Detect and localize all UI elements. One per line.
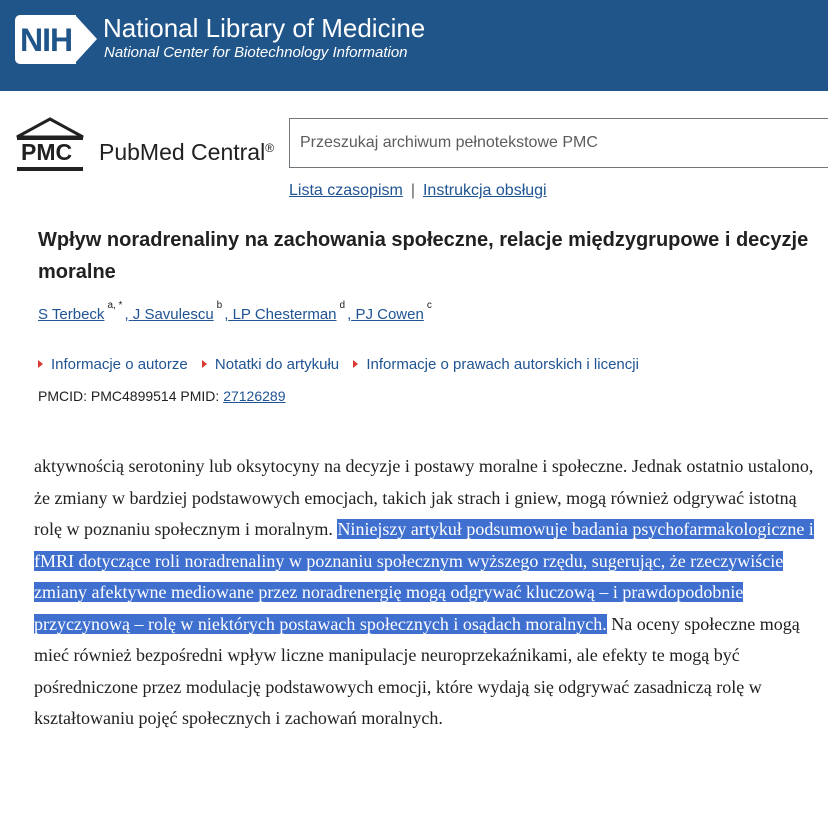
author-affiliation[interactable]: c: [426, 300, 432, 311]
article-title: Wpływ noradrenaliny na zachowania społeczne, relacje międzygrupowe i decyzje moralne: [38, 229, 809, 283]
author-link[interactable]: , LP Chesterman: [224, 306, 337, 323]
header-links: [289, 182, 547, 200]
text-before-selection: aktywnością serotoniny lub oksytocyny na decyzje i postawy moralne i społeczne. Jednak ostatnio ustalono, że zmiany w bardziej podstawowych emocjach, takich jak strach i gniew, mogą również odgrywać istotną rolę w poznaniu społecznym i moralnym.: [34, 456, 814, 539]
selected-text[interactable]: Niniejszy artykuł podsumowuje badania psychofarmakologiczne i fMRI dotyczące roli noradrenaliny w poznaniu społecznym wyższego rzędu, sugerując, że rzeczywiście zmiany afektywne mediowane przez noradrenergię mogą odgrywać kluczową – i prawdopodobnie przyczynową – rolę w niektórych postawach społecznych i osądach moralnych.: [34, 519, 814, 634]
author-link[interactable]: S Terbeck: [38, 306, 105, 323]
expand-triangle-icon: [353, 360, 358, 368]
author-affiliation[interactable]: b: [216, 300, 223, 311]
author-info-toggle[interactable]: Informacje o autorze: [38, 356, 188, 373]
nih-logo-text: NIH: [20, 22, 73, 58]
author-affiliation[interactable]: a, *: [107, 300, 123, 311]
author-link[interactable]: , PJ Cowen: [347, 306, 424, 323]
text-after-selection: Na oceny społeczne mogą mieć również bezpośredni wpływ liczne manipulacje neuroprzekaźnikami, ale efekty te mogą być pośredniczone przez modulację podstawowych emocji, które wydają się odgrywać zasadniczą rolę w kształtowaniu pojęć społecznych i zachowań moralnych.: [34, 613, 800, 728]
journal-list-link[interactable]: Lista czasopism: [289, 182, 403, 199]
abstract-paragraph: [34, 451, 824, 735]
author-list: [38, 300, 434, 323]
nih-logo: [15, 15, 95, 64]
pmid-link[interactable]: 27126289: [223, 388, 286, 404]
expand-triangle-icon: [202, 360, 207, 368]
search-box: [289, 118, 828, 168]
expand-triangle-icon: [38, 360, 43, 368]
nih-title: National Library of Medicine: [103, 13, 426, 43]
author-link[interactable]: , J Savulescu: [124, 306, 214, 323]
header-link-separator: |: [410, 182, 415, 199]
pmc-name: PubMed Central®: [99, 139, 275, 165]
copyright-info-toggle[interactable]: Informacje o prawach autorskich i licencji: [353, 356, 639, 373]
author-affiliation[interactable]: d: [339, 300, 346, 311]
pmcid-label: PMCID: PMC4899514 PMID:: [38, 388, 220, 404]
article-meta-links: [38, 356, 649, 373]
article-ids: [38, 388, 285, 404]
search-input[interactable]: [290, 119, 828, 167]
nih-banner: [0, 0, 828, 91]
user-guide-link[interactable]: Instrukcja obsługi: [422, 182, 547, 199]
article-notes-toggle[interactable]: Notatki do artykułu: [202, 356, 339, 373]
pmc-logo-link[interactable]: [15, 117, 275, 172]
pmc-abbr: PMC: [21, 139, 73, 165]
nih-subtitle: National Center for Biotechnology Information: [104, 44, 408, 61]
